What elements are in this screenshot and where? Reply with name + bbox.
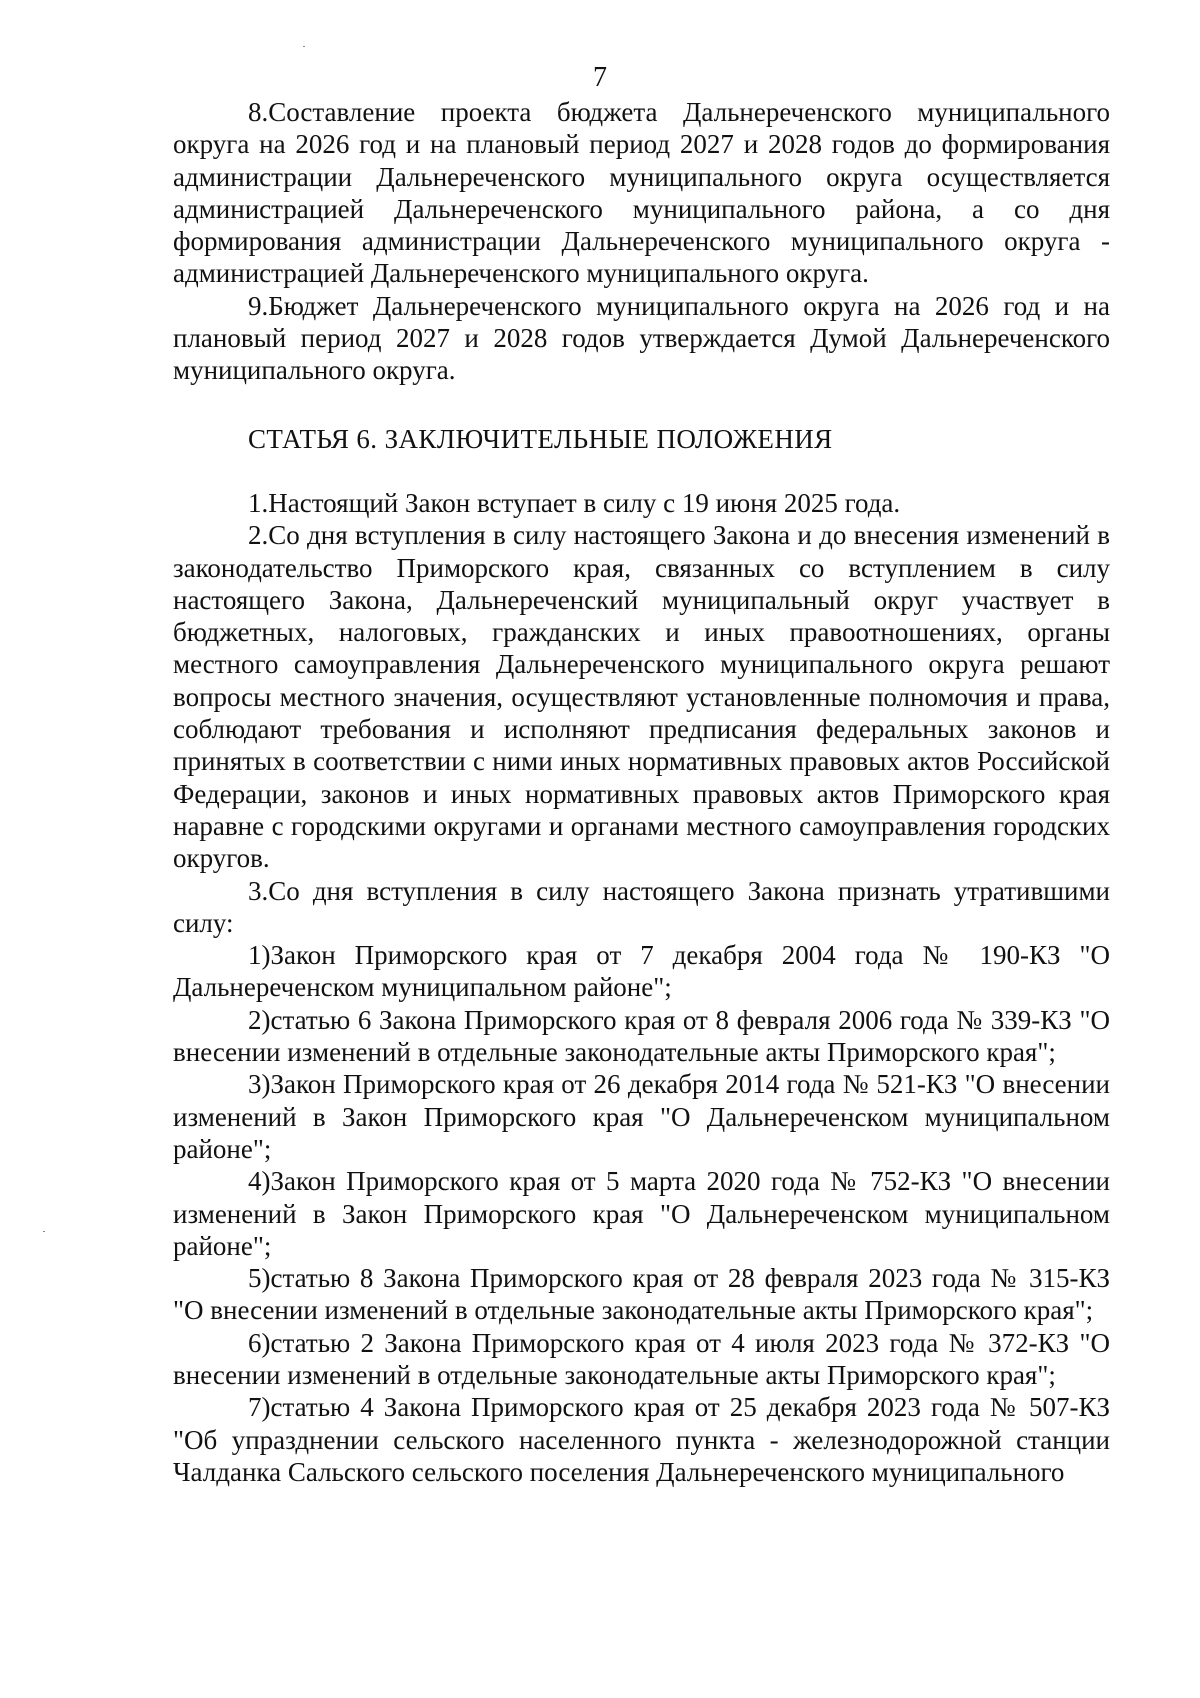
scan-speck	[303, 46, 305, 47]
paragraph-entry-into-force: 1.Настоящий Закон вступает в силу с 19 июня 2025 года.	[248, 487, 901, 518]
list-item-repealed-6: 6)статью 2 Закона Приморского края от 4 июля 2023 года № 372-КЗ "О внесении изменений в отдельные законодательные акты Приморского края";	[173, 1327, 1110, 1390]
list-item-repealed-1: 1)Закон Приморского края от 7 декабря 2004 года № 190-КЗ "О Дальнереченском муниципальном районе";	[173, 940, 1110, 1003]
list-item-repealed-7: 7)статью 4 Закона Приморского края от 25 декабря 2023 года № 507-КЗ "Об упразднении сельского населенного пункта - железнодорожной станции Чалданка Сальского сельского поселения Дальнереченского муниципального	[173, 1392, 1110, 1487]
paragraph-budget-drafting: 8.Составление проекта бюджета Дальнереченского муниципального округа на 2026 год и на плановый период 2027 и 2028 годов до формирования администрации Дальнереченского муниципального округа осуществляется администрацией Дальнереченского муниципального района, а со дня формирования администрации Дальнереченского муниципального округа - администрацией Дальнереченского муниципального округа.	[173, 97, 1110, 289]
scan-speck	[43, 1231, 45, 1232]
page-number: 7	[593, 62, 607, 93]
article-heading: СТАТЬЯ 6. ЗАКЛЮЧИТЕЛЬНЫЕ ПОЛОЖЕНИЯ	[248, 423, 833, 454]
list-item-repealed-5: 5)статью 8 Закона Приморского края от 28 февраля 2023 года № 315-КЗ "О внесении изменений в отдельные законодательные акты Приморского края";	[173, 1263, 1110, 1326]
list-item-repealed-3: 3)Закон Приморского края от 26 декабря 2014 года № 521-КЗ "О внесении изменений в Закон Приморского края "О Дальнереченском муниципальном районе";	[173, 1069, 1110, 1164]
paragraph-transition-period: 2.Со дня вступления в силу настоящего Закона и до внесения изменений в законодательство Приморского края, связанных со вступлением в силу настоящего Закона, Дальнереченский муниципальный округ участвует в бюджетных, налоговых, гражданских и иных правоотношениях, органы местного самоуправления Дальнереченского муниципального округа решают вопросы местного значения, осуществляют установленные полномочия и права, соблюдают требования и исполняют предписания федеральных законов и принятых в соответствии с ними иных нормативных правовых актов Российской Федерации, законов и иных нормативных правовых актов Приморского края наравне с городскими округами и органами местного самоуправления городских округов.	[173, 520, 1110, 874]
document-body	[173, 96, 1110, 1488]
list-item-repealed-4: 4)Закон Приморского края от 5 марта 2020 года № 752-КЗ "О внесении изменений в Закон Приморского края "О Дальнереченском муниципальном районе";	[173, 1166, 1110, 1261]
paragraph-repealed-acts: 3.Со дня вступления в силу настоящего Закона признать утратившими силу:	[173, 875, 1110, 938]
list-item-repealed-2: 2)статью 6 Закона Приморского края от 8 февраля 2006 года № 339-КЗ "О внесении изменений в отдельные законодательные акты Приморского края";	[173, 1004, 1110, 1068]
paragraph-budget-approval: 9.Бюджет Дальнереченского муниципального округа на 2026 год и на плановый период 2027 и 2028 годов утверждается Думой Дальнереченского муниципального округа.	[173, 290, 1110, 386]
